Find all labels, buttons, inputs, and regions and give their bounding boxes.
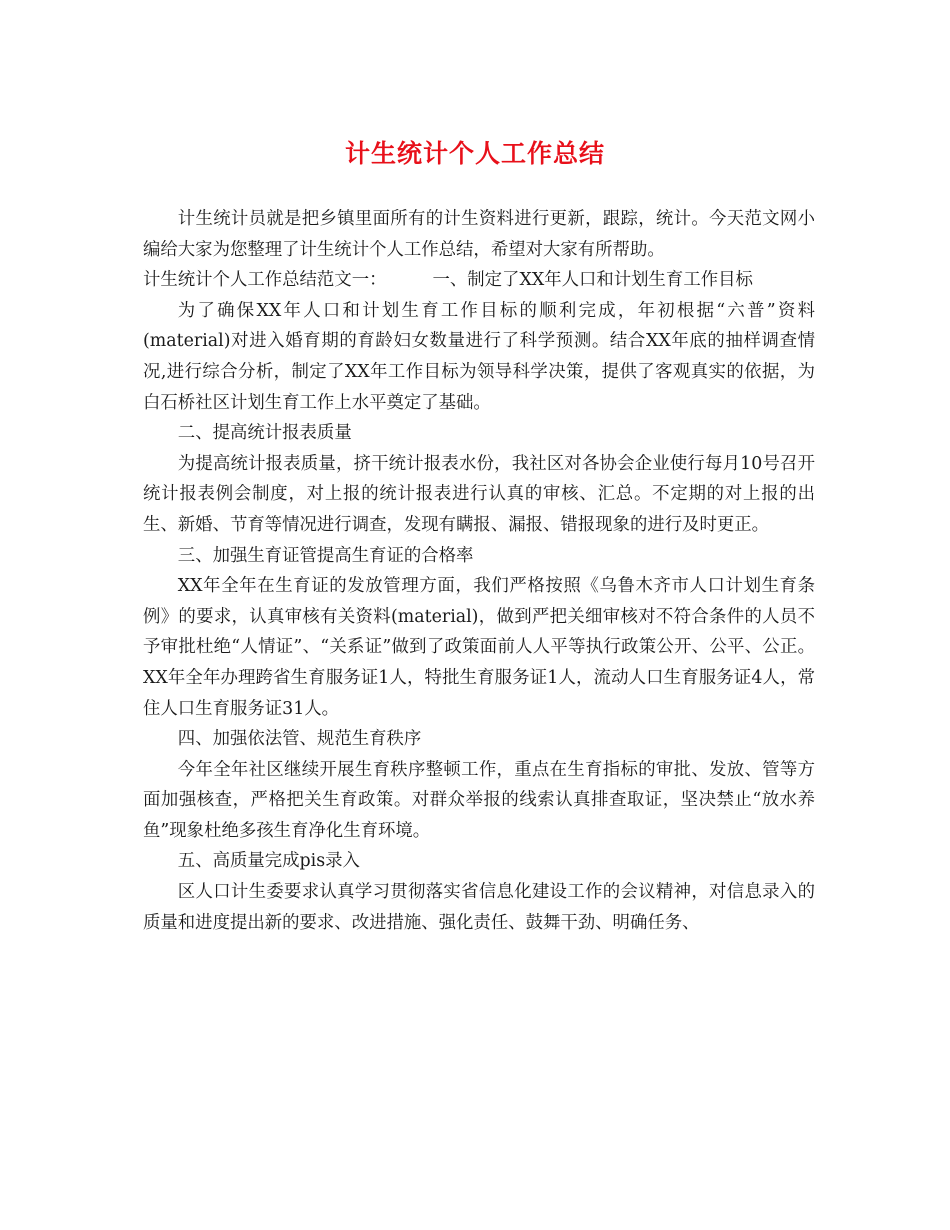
section4-heading: 四、加强依法管、规范生育秩序	[177, 729, 422, 750]
section5-heading: 五、高质量完成pis录入	[177, 851, 360, 872]
heading-gap	[386, 265, 432, 296]
document-body	[143, 204, 815, 938]
section2-paragraph: 为提高统计报表质量，挤干统计报表水份，我社区对各协会企业使行每月10号召开统计报表例会制度，对上报的统计报表进行认真的审核、汇总。不定期的对上报的出生、新婚、节育等情况进行调查，发现有瞒报、漏报、错报现象的进行及时更正。	[143, 453, 815, 535]
example-heading-line	[143, 265, 815, 296]
section3-paragraph: XX年全年在生育证的发放管理方面，我们严格按照《乌鲁木齐市人口计划生育条例》的要求，认真审核有关资料(material)，做到严把关细审核对不符合条件的人员不予审批杜绝“人情证”、“关系证”做到了政策面前人人平等执行政策公开、公平、公正。XX年全年办理跨省生育服务证1人，特批生育服务证1人，流动人口生育服务证4人，常住人口生育服务证31人。	[143, 576, 815, 719]
section2-heading: 二、提高统计报表质量	[177, 423, 352, 444]
intro-paragraph: 计生统计员就是把乡镇里面所有的计生资料进行更新，跟踪，统计。今天范文网小编给大家为您整理了计生统计个人工作总结，希望对大家有所帮助。	[143, 209, 815, 260]
section5-paragraph: 区人口计生委要求认真学习贯彻落实省信息化建设工作的会议精神，对信息录入的质量和进度提出新的要求、改进措施、强化责任、鼓舞干劲、明确任务、	[143, 882, 815, 933]
document-title: 计生统计个人工作总结	[344, 139, 605, 168]
section4-paragraph: 今年全年社区继续开展生育秩序整顿工作，重点在生育指标的审批、发放、管等方面加强核查，严格把关生育政策。对群众举报的线索认真排查取证，坚决禁止“放水养鱼”现象杜绝多孩生育净化生育环境。	[143, 759, 815, 841]
section1-heading: 一、制定了XX年人口和计划生育工作目标	[432, 270, 753, 291]
example-label: 计生统计个人工作总结范文一：	[143, 270, 387, 291]
section1-paragraph: 为了确保XX年人口和计划生育工作目标的顺利完成，年初根据“六普”资料(material)对进入婚育期的育龄妇女数量进行了科学预测。结合XX年底的抽样调查情况,进行综合分析，制定了XX年工作目标为领导科学决策，提供了客观真实的依据，为白石桥社区计划生育工作上水平奠定了基础。	[143, 300, 815, 413]
section3-heading: 三、加强生育证管提高生育证的合格率	[177, 545, 474, 566]
